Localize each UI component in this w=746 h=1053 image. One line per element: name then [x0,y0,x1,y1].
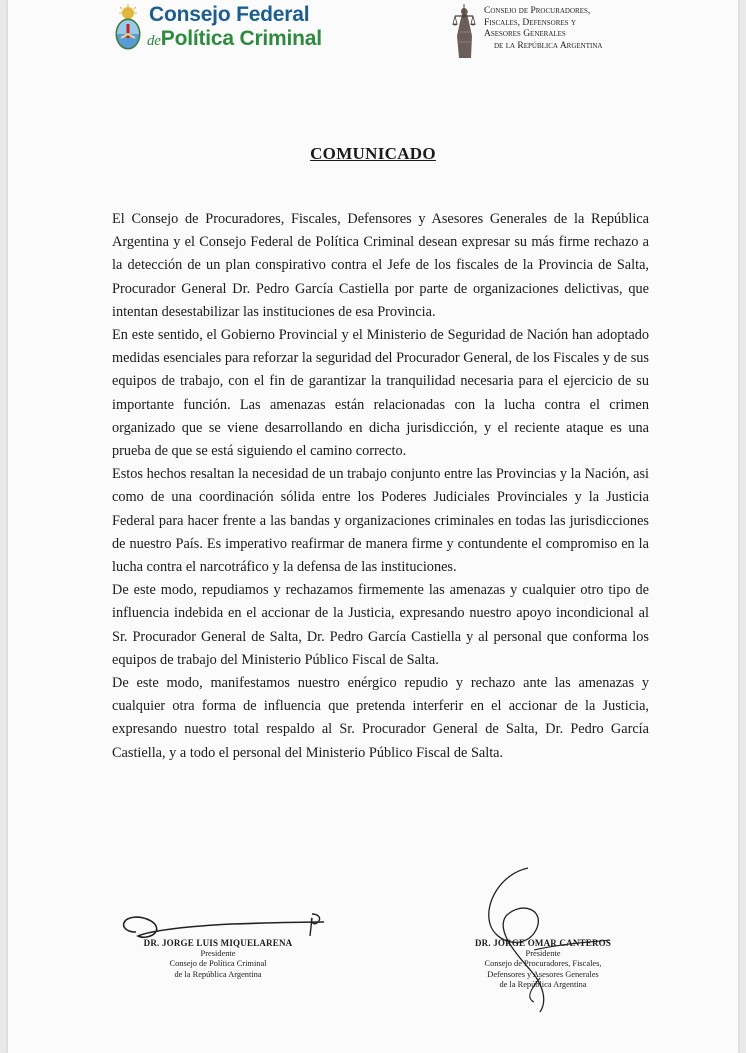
signatory-org: de la República Argentina [174,969,262,979]
document-page [8,0,738,1053]
signature-block-left [108,938,328,980]
logo-org-line: Fiscales, Defensores y [484,17,577,28]
paragraph: En este sentido, el Gobierno Provincial y el Ministerio de Seguridad de Nación han adoptado medidas esenciales para reforzar la seguridad del Procurador General, de los Fiscales y de sus equipos de trabajo, con el fin de garantizar la tranquilidad necesaria para el ejercicio de su importante función. Las amenazas están relacionadas con la lucha contra el crimen organizado que se viene desarrollando en dicha jurisdicción, y el reciente ataque es una prueba de que se está siguiendo el camino correcto. [112,327,649,460]
paragraph: Estos hechos resaltan la necesidad de un trabajo conjunto entre las Provincias y la Nación, asi como de una coordinación sólida entre los Poderes Judiciales Provinciales y la Justicia Federal para hacer frente a las bandas y organizaciones criminales en todas las jurisdicciones de nuestro País. Es imperativo reafirmar de manera firme y contundente el compromiso en la lucha contra el narcotráfico y la defensa de las instituciones. [112,466,649,576]
argentina-coat-of-arms-icon [111,4,145,52]
signatory-name: DR. JORGE OMAR CANTEROS [474,938,612,948]
document-body [112,208,649,765]
logo-org-line: Asesores Generales [484,29,566,39]
logo-title-prefix: de [147,33,161,49]
logo-title-main: Política Criminal [160,27,322,50]
logo-org-line: Consejo de Procuradores, [484,6,591,16]
logo-title-line2 [147,27,322,51]
document-title: COMUNICADO [310,144,436,163]
logo-title-line1: Consejo Federal [149,3,310,26]
signatory-role: Presidente [525,948,561,958]
logo-org-name [484,6,602,52]
signature-block-right [448,938,638,991]
logo-org-line: de la República Argentina [494,40,603,51]
paragraph: El Consejo de Procuradores, Fiscales, Defensores y Asesores Generales de la República Argentina y el Consejo Federal de Política Criminal desean expresar su más firme rechazo a la detección de un plan conspirativo contra el Jefe de los fiscales de la Provincia de Salta, Procurador General Dr. Pedro García Castiella por parte de organizaciones delictivas, que intentan desestabilizar las instituciones de esa Provincia. [112,211,649,320]
signatory-org: Consejo de Política Criminal [169,959,267,968]
signatory-role: Presidente [200,948,236,958]
paragraph: De este modo, manifestamos nuestro enérgico repudio y rechazo ante las amenazas y cualquier otra forma de influencia que pretenda interferir en el accionar de la Justicia, expresando nuestro total respaldo al Sr. Procurador General de Salta, Dr. Pedro García Castiella, y a todo el personal del Ministerio Público Fiscal de Salta. [112,675,649,761]
lady-justice-icon [451,2,479,60]
signatory-org: de la República Argentina [499,980,587,989]
paragraph: De este modo, repudiamos y rechazamos firmemente las amenazas y cualquier otro tipo de influencia indebida en el accionar de la Justicia, expresando nuestro apoyo incondicional al Sr. Procurador General de Salta, Dr. Pedro García Castiella y al personal que conforma los equipos de trabajo del Ministerio Público Fiscal de Salta. [112,582,649,668]
signatory-org: Defensores y Asesores Generales [487,969,599,979]
consejo-federal-logo [111,2,371,58]
consejo-procuradores-logo [451,2,651,62]
signatory-name: DR. JORGE LUIS MIQUELARENA [143,938,293,948]
signatory-org: Consejo de Procuradores, Fiscales, [484,959,602,968]
